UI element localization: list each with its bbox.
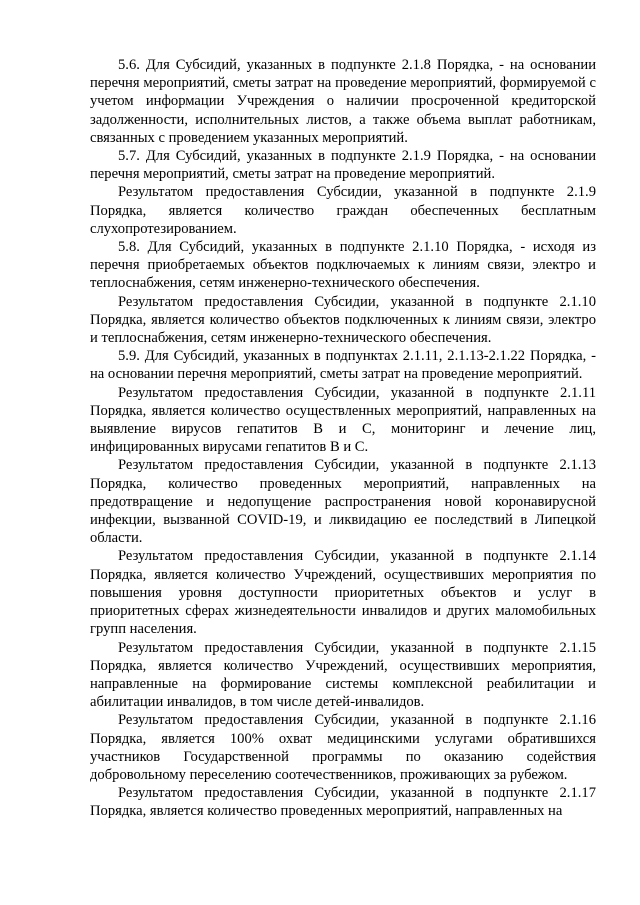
paragraph-5-7: 5.7. Для Субсидий, указанных в подпункте 2.1.9 Порядка, - на основании перечня мероприятий, сметы затрат на проведение мероприятий. bbox=[90, 148, 596, 183]
paragraph-result-2-1-16: Результатом предоставления Субсидии, указанной в подпункте 2.1.16 Порядка, является 100% охват медицинскими услугами обратившихся участников Государственной программы по оказанию содействия добровольному переселению соотечественников, проживающих за рубежом. bbox=[90, 712, 596, 783]
paragraph-result-2-1-13: Результатом предоставления Субсидии, указанной в подпункте 2.1.13 Порядка, количество проведенных мероприятий, направленных на предотвращение и недопущение распространения новой коронавирусной инфекции, вызванной COVID-19, и ликвидацию ее последствий в Липецкой области. bbox=[90, 457, 596, 547]
paragraph-result-2-1-10: Результатом предоставления Субсидии, указанной в подпункте 2.1.10 Порядка, является количество объектов подключенных к линиям связи, электро и теплоснабжения, сетям инженерно-технического обеспечения. bbox=[90, 293, 596, 347]
paragraph-result-2-1-11: Результатом предоставления Субсидии, указанной в подпункте 2.1.11 Порядка, является количество осуществленных мероприятий, направленных на выявление вирусов гепатитов В и С, мониторинг и лечение лиц, инфицированных вирусами гепатитов В и С. bbox=[90, 384, 596, 456]
paragraph-5-9: 5.9. Для Субсидий, указанных в подпунктах 2.1.11, 2.1.13-2.1.22 Порядка, - на основании перечня мероприятий, сметы затрат на проведение мероприятий. bbox=[90, 348, 596, 383]
paragraph-5-6: 5.6. Для Субсидий, указанных в подпункте 2.1.8 Порядка, - на основании перечня мероприятий, сметы затрат на проведение мероприятий, формируемой с учетом информации Учреждения о наличии просроченной кредиторской задолженности, исполнительных листов, а также объема выплат работникам, связанных с проведением указанных мероприятий. bbox=[90, 57, 596, 146]
paragraph-result-2-1-9: Результатом предоставления Субсидии, указанной в подпункте 2.1.9 Порядка, является количество граждан обеспеченных бесплатным слухопротезированием. bbox=[90, 184, 596, 237]
document-page bbox=[90, 56, 596, 821]
paragraph-result-2-1-17: Результатом предоставления Субсидии, указанной в подпункте 2.1.17 Порядка, является количество проведенных мероприятий, направленных на bbox=[90, 785, 596, 820]
paragraph-5-8: 5.8. Для Субсидий, указанных в подпункте 2.1.10 Порядка, - исходя из перечня приобретаемых объектов подключаемых к линиям связи, электро и теплоснабжения, сетям инженерно-технического обеспечения. bbox=[90, 239, 596, 292]
paragraph-result-2-1-14: Результатом предоставления Субсидии, указанной в подпункте 2.1.14 Порядка, является количество Учреждений, осуществивших мероприятия по повышения уровня доступности приоритетных объектов и услуг в приоритетных сферах жизнедеятельности инвалидов и других маломобильных групп населения. bbox=[90, 548, 596, 638]
paragraph-result-2-1-15: Результатом предоставления Субсидии, указанной в подпункте 2.1.15 Порядка, является количество Учреждений, осуществивших мероприятия, направленные на формирование системы комплексной реабилитации и абилитации инвалидов, в том числе детей-инвалидов. bbox=[90, 639, 596, 711]
